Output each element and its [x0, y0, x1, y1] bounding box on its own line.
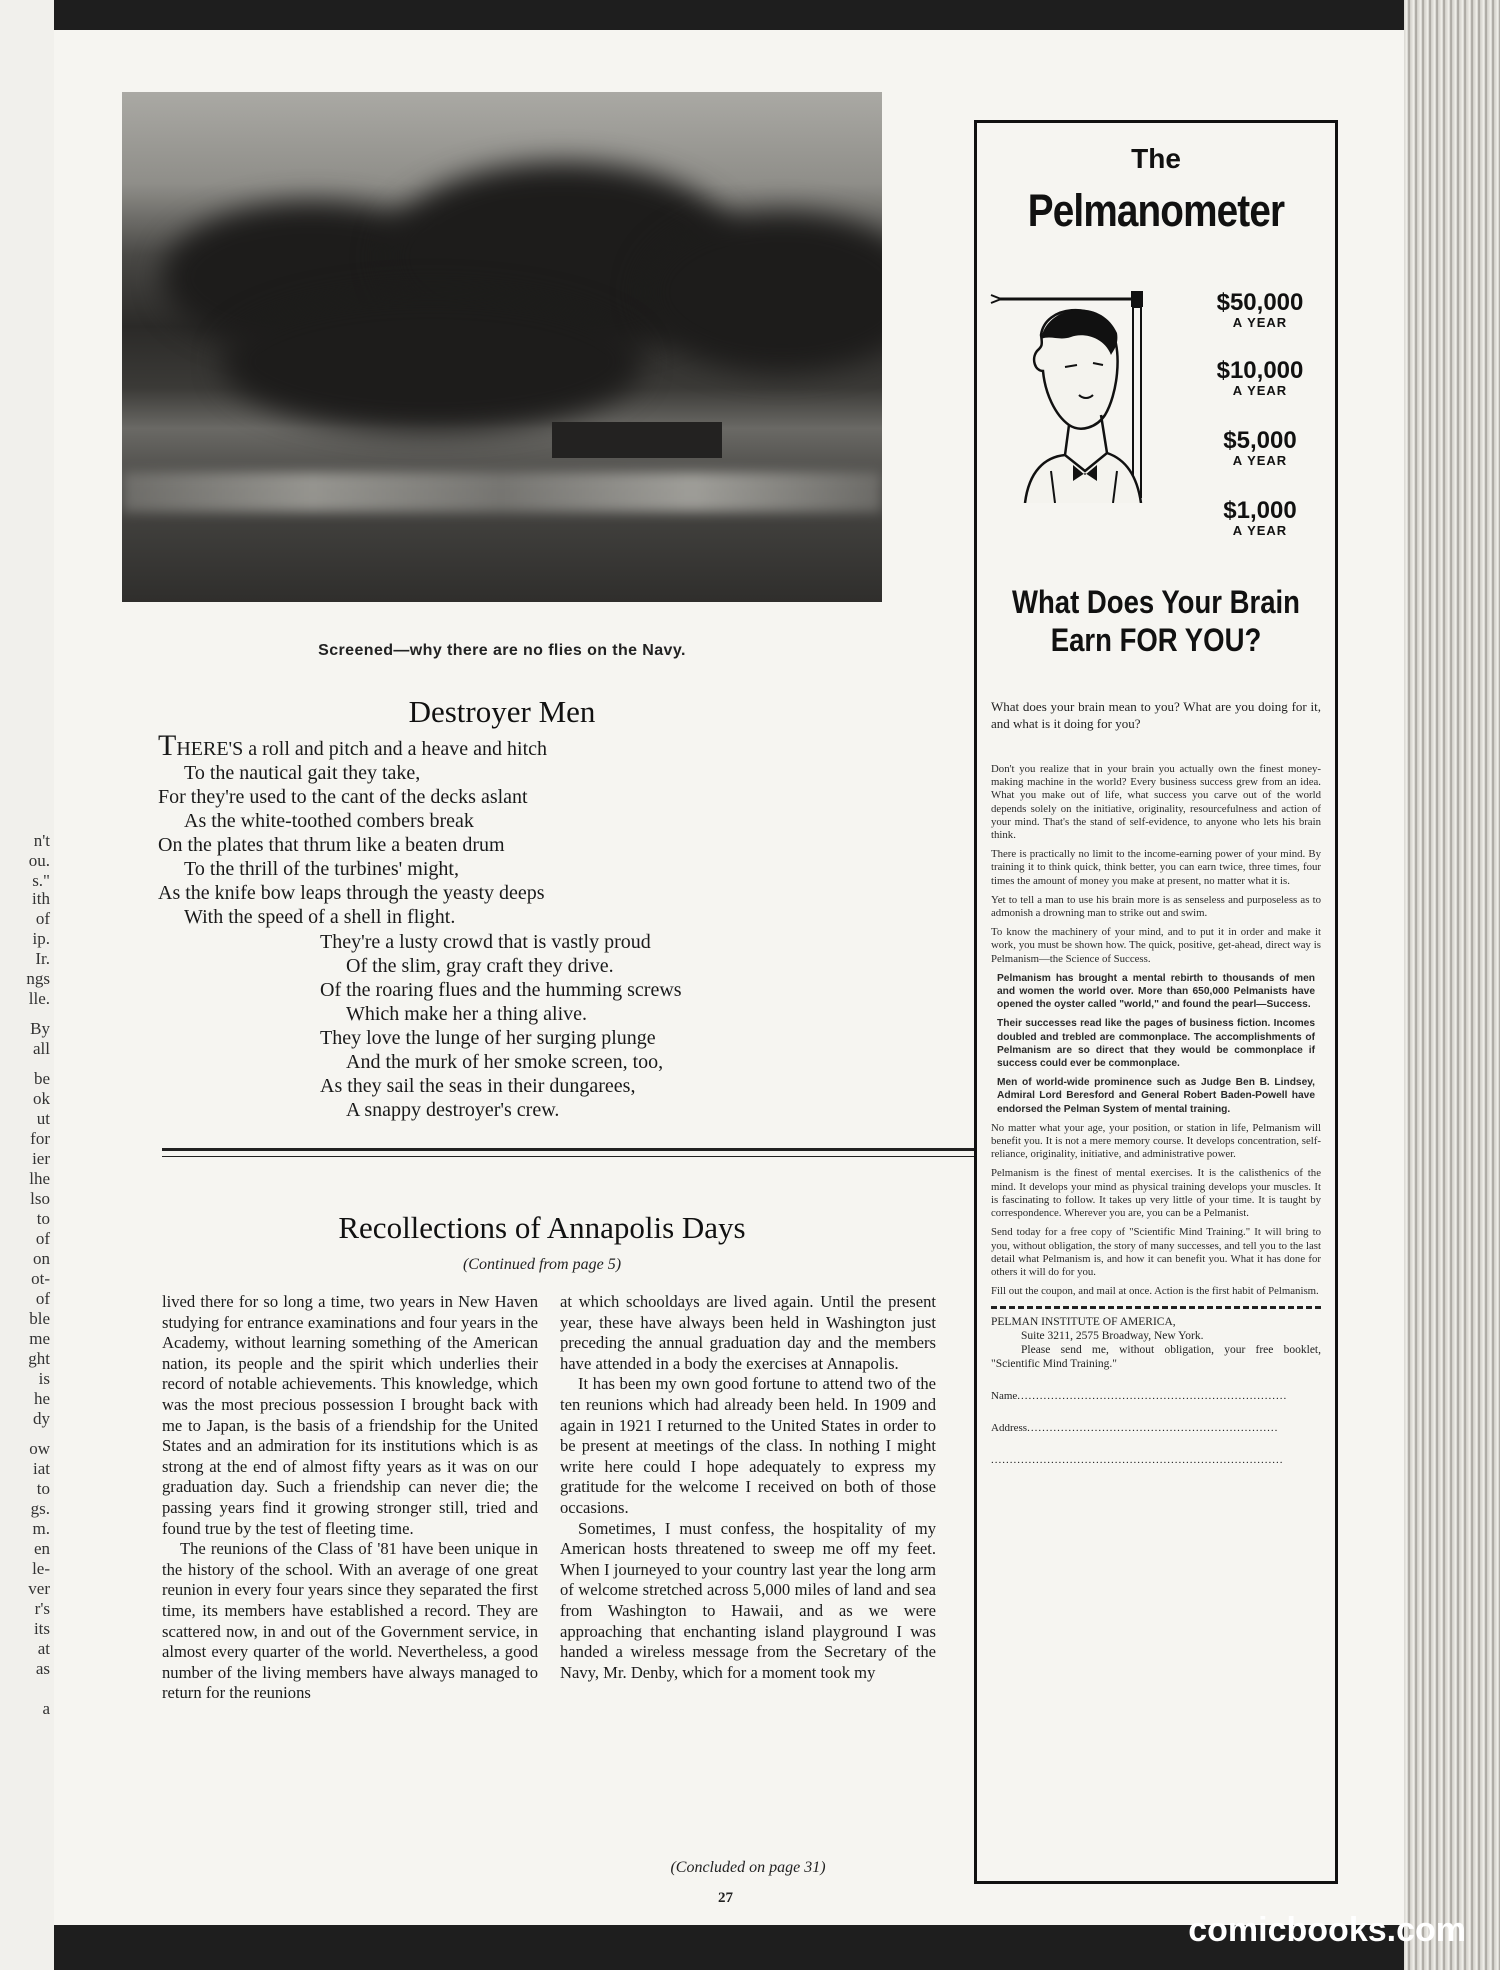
article-column-1	[162, 1292, 538, 1704]
left-page-fragment: ght	[28, 1349, 50, 1368]
poem-line: With the speed of a shell in flight.	[184, 906, 456, 928]
left-page-fragment: of	[35, 1289, 50, 1308]
left-page-fragment: gs.	[30, 1499, 50, 1518]
left-page-fragment: ier	[32, 1149, 50, 1168]
ad-body	[991, 763, 1321, 1467]
left-page-fragment: dy	[33, 1409, 50, 1428]
poem-line: To the nautical gait they take,	[184, 762, 421, 784]
page-number: 27	[718, 1890, 733, 1906]
left-page-fragment: ble	[29, 1309, 50, 1328]
poem-line: For they're used to the cant of the decks aslant	[158, 786, 528, 808]
left-page-fragment: its	[33, 1619, 50, 1638]
ad-paragraph: Yet to tell a man to use his brain more is as senseless and purposeless as to admonish a drowning man to strike out and swim.	[991, 893, 1321, 920]
poem-line: Of the roaring flues and the humming screws	[320, 979, 682, 1001]
continued-note: (Continued from page 5)	[462, 1256, 622, 1273]
scale-amount: $5,000	[1223, 427, 1297, 454]
left-page-fragment: ut	[36, 1109, 50, 1128]
poem-line: As they sail the seas in their dungarees,	[320, 1075, 636, 1097]
ad-bold-paragraph: Pelmanism has brought a mental rebirth to thousands of men and women the world over. More than 650,000 Pelmanists have opened the oyster called "world," and found the pearl—Success.	[997, 972, 1315, 1011]
left-page-fragment: le-	[32, 1559, 50, 1578]
magazine-page	[54, 30, 1404, 1925]
ad-headline-line1: What Does Your Brain	[1012, 584, 1300, 620]
left-page-fragment: to	[36, 1209, 50, 1228]
concluded-note: (Concluded on page 31)	[670, 1859, 826, 1876]
left-page-fragment: ngs	[26, 969, 50, 988]
scale-unit: A YEAR	[1232, 523, 1288, 538]
article-title: Recollections of Annapolis Days	[338, 1210, 746, 1245]
ad-paragraph: There is practically no limit to the income-earning power of your mind. By training it to think quick, think better, you can earn twice, three times, four times the amount of money you make at present, no matter what it is.	[991, 848, 1321, 887]
article-column-2	[560, 1292, 936, 1683]
poem-line: They love the lunge of her surging plunge	[320, 1027, 656, 1049]
left-page-fragment: m.	[32, 1519, 50, 1538]
poem-stanza-1	[158, 729, 548, 929]
left-page-fragment: ou.	[28, 851, 50, 870]
scale-1000	[1195, 499, 1325, 538]
scale-amount: $50,000	[1216, 289, 1304, 316]
scale-10000	[1195, 359, 1325, 398]
scale-unit: A YEAR	[1232, 453, 1288, 468]
scale-50000	[1195, 291, 1325, 330]
ad-headline	[1002, 583, 1310, 659]
poem-stanza-2	[320, 930, 682, 1122]
left-page-fragment: r's	[34, 1599, 50, 1618]
left-page-fragment: he	[33, 1389, 50, 1408]
left-page-fragment: iat	[33, 1459, 50, 1478]
left-page-fragment: all	[33, 1039, 50, 1058]
watermark: comicbooks.com	[1188, 1911, 1466, 1949]
ad-bold-paragraph: Their successes read like the pages of business fiction. Incomes doubled and trebled are commonplace. The accomplishments of Pelmanism are so direct that they would be commonplace if success could ever be commonplace.	[997, 1018, 1315, 1070]
ad-headline-line2: Earn FOR YOU?	[1050, 622, 1262, 658]
coupon-address-label: Address	[991, 1422, 1028, 1435]
left-page-fragment: is	[38, 1369, 50, 1388]
ad-paragraph: Pelmanism is the finest of mental exercises. It is the calisthenics of the mind. It develops your mind as physical training develops your muscles. It is fascinating to follow. It takes up very little of your time. It is taught by correspondence. Wherever you are, you can be a Pelmanist.	[991, 1167, 1321, 1220]
left-page-fragment: me	[29, 1329, 50, 1348]
left-page-fragment: ith	[32, 889, 50, 908]
coupon-address-field[interactable]: Address...................................................................	[991, 1422, 1279, 1435]
ad-intro: What does your brain mean to you? What are you doing for it, and what is it doing for you?	[991, 699, 1321, 731]
coupon-text: Please send me, without obligation, your free booklet, "Scientific Mind Training."	[991, 1344, 1321, 1371]
poem-line: As the white-toothed combers break	[184, 810, 474, 832]
scale-unit: A YEAR	[1232, 383, 1288, 398]
poem-line: Of the slim, gray craft they drive.	[346, 955, 614, 977]
left-page-fragment: ver	[28, 1579, 50, 1598]
article-paragraph: lived there for so long a time, two years in New Haven studying for entrance examinations and four years in the Academy, without learning something of the American nation, its people and the spirit which underlies their record of notable achievements. This knowledge, which was the most precious possession I brought back with me to Japan, is the basis of a friendship for the United States and an admiration for its institutions which is as strong at the end of almost fifty years as it was on our graduation day. Such a friendship can never die; the passing years find it growing stronger still, tried and found true by the test of fleeting time.	[162, 1292, 538, 1538]
ad-brand-title: Pelmanometer	[1027, 185, 1285, 236]
ad-paragraph: No matter what your age, your position, or station in life, Pelmanism will benefit you. It is not a mere memory course. It develops concentration, self-reliance, originality, initiative, and administrative power.	[991, 1121, 1321, 1161]
photo-caption: Screened—why there are no flies on the Navy.	[318, 642, 686, 659]
left-page-fragment: lle.	[28, 989, 50, 1008]
left-page-fragment: ip.	[32, 929, 50, 948]
left-page-fragment: as	[35, 1659, 50, 1678]
coupon-name-label: Name	[991, 1390, 1018, 1403]
poem-line: On the plates that thrum like a beaten drum	[158, 834, 505, 856]
left-page-fragment: ok	[33, 1089, 50, 1108]
scale-amount: $1,000	[1223, 497, 1297, 524]
left-page-fragment: By	[30, 1019, 50, 1038]
poem-line	[158, 729, 548, 762]
coupon-address: Suite 3211, 2575 Broadway, New York.	[1021, 1330, 1204, 1343]
poem-title: Destroyer Men	[408, 694, 596, 729]
article-paragraph: It has been my own good fortune to attend two of the ten reunions which had already been held. In 1909 and again in 1921 I returned to the United States in order to be present at meetings of the class. In nothing I might write here could I hope adequately to express my gratitude for the welcome I received on both of those occasions.	[560, 1374, 936, 1517]
left-page-edge	[0, 0, 54, 1970]
left-page-fragment: n't	[33, 831, 50, 850]
ad-the: The	[1131, 143, 1181, 174]
coupon-org: PELMAN INSTITUTE OF AMERICA,	[991, 1316, 1176, 1329]
left-page-fragment: ow	[29, 1439, 50, 1458]
article-paragraph: at which schooldays are lived again. Until the present year, these have always been held in Washington just preceding the annual graduation day and the members have attended in a body the exercises at Annapolis.	[560, 1292, 936, 1373]
left-page-fragment: a	[42, 1699, 50, 1718]
ad-paragraph: Fill out the coupon, and mail at once. Action is the first habit of Pelmanism.	[991, 1285, 1319, 1298]
coupon-name-field[interactable]: Name........................................................................	[991, 1390, 1288, 1403]
left-page-fragment: lso	[30, 1189, 50, 1208]
poem-line: To the thrill of the turbines' might,	[184, 858, 459, 880]
scale-5000	[1195, 429, 1325, 468]
man-head-illustration	[985, 275, 1195, 503]
poem-line: They're a lusty crowd that is vastly proud	[320, 931, 651, 953]
left-page-fragment: of	[35, 1229, 50, 1248]
poem-dropcap: T	[158, 729, 177, 762]
left-page-fragment: of	[35, 909, 50, 928]
ad-paragraph: Don't you realize that in your brain you actually own the finest money-making machine in the world? Every business success grew from an idea. What you make out of life, what success you carve out of the world depends solely on the initiative, originality, resourcefulness and action of your mind. That's the stand of self-evidence, to anyone who lets his brain think.	[991, 763, 1321, 842]
poem-line: As the knife bow leaps through the yeasty deeps	[158, 882, 545, 904]
coupon-cut-line	[991, 1306, 1321, 1309]
left-page-fragment: en	[33, 1539, 50, 1558]
left-page-fragment: ot-	[31, 1269, 50, 1288]
article-paragraph: Sometimes, I must confess, the hospitality of my American hosts threatened to sweep me off my feet. When I journeyed to your country last year the long arm of welcome stretched across 5,000 miles of land and sea from Washington to Hawaii, and as we were approaching that enchanting island playground I was handed a wireless message from the Secretary of the Navy, Mr. Denby, which for a moment took my	[560, 1518, 936, 1682]
poem-line-text: HERE'S a roll and pitch and a heave and hitch	[176, 738, 548, 760]
left-page-fragment: be	[33, 1069, 50, 1088]
poem-line: A snappy destroyer's crew.	[346, 1099, 560, 1121]
left-page-fragment: s."	[32, 871, 50, 890]
article-paragraph: The reunions of the Class of '81 have been unique in the history of the school. With an average of one great reunion in every four years since they separated the first time, its members have established a record. They are scattered now, in and out of the Government service, in almost every quarter of the world. Nevertheless, a good number of the living members have always managed to return for the reunions	[162, 1539, 538, 1703]
poem-line: Which make her a thing alive.	[346, 1003, 588, 1025]
left-page-fragment: at	[37, 1639, 50, 1658]
left-page-fragment: on	[33, 1249, 50, 1268]
coupon-address-field-2[interactable]: ..............................................................................	[991, 1454, 1284, 1467]
left-page-fragment: Ir.	[35, 949, 50, 968]
scale-amount: $10,000	[1216, 357, 1304, 384]
left-page-fragment: lhe	[29, 1169, 50, 1188]
scale-unit: A YEAR	[1232, 315, 1288, 330]
navy-destroyer-photo	[122, 92, 882, 602]
coupon	[991, 1315, 1321, 1467]
book-page-edges	[1404, 0, 1500, 1970]
ad-paragraph: To know the machinery of your mind, and to put it in order and make it work, you must be shown how. The quick, positive, get-ahead, direct way is Pelmanism—the Science of Success.	[991, 926, 1321, 965]
pelman-advertisement	[974, 120, 1338, 1884]
ad-bold-paragraph: Men of world-wide prominence such as Judge Ben B. Lindsey, Admiral Lord Beresford and General Robert Baden-Powell have endorsed the Pelman System of mental training.	[997, 1077, 1315, 1115]
left-page-fragment: to	[36, 1479, 50, 1498]
poem-line: And the murk of her smoke screen, too,	[346, 1051, 664, 1073]
ad-paragraph: Send today for a free copy of "Scientific Mind Training." It will bring to you, without obligation, the story of many successes, and tell you to the last detail what Pelmanism is, and how it can benefit you. What it has done for others it will do for you.	[991, 1226, 1321, 1278]
left-page-fragment: for	[30, 1129, 50, 1148]
